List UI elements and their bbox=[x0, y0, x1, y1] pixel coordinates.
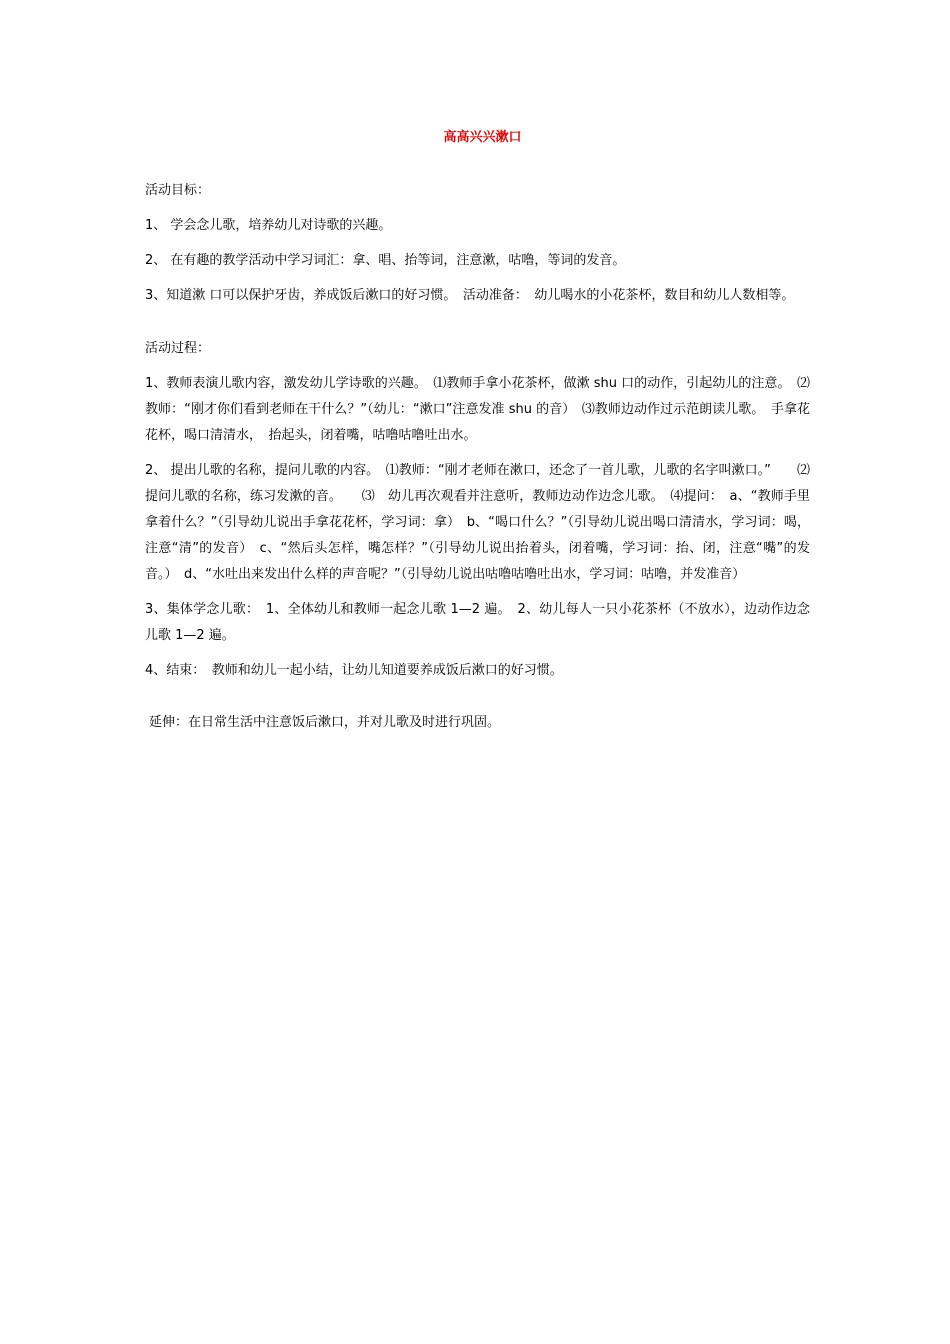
section-heading-process: 活动过程： bbox=[145, 341, 211, 356]
process-step-2: 2、 提出儿歌的名称，提问儿歌的内容。 ⑴教师：“刚才老师在漱口，还念了一首儿歌，儿歌的名字叫漱口。” ⑵ 提问儿歌的名称，练习发漱的音。 ⑶ 幼儿再次观看并注意听，教师边动作边念儿歌。 ⑷提问： a、“教师手里拿着什么？”（引导幼儿说出手拿花花杯，学习词：拿） b、“喝口什么？”（引导幼儿说出喝口清清水，学习词：喝，注意“清”的发音） c、“然后头怎样，嘴怎样？”（引导幼儿说出抬着头，闭着嘴，学习词：抬、闭，注意“嘴”的发音。） d、“水吐出来发出什么样的声音呢？”（引导幼儿说出咕噜咕噜吐出水，学习词：咕噜，并发准音） bbox=[145, 463, 810, 582]
process-step-4: 4、结束： 教师和幼儿一起小结，让幼儿知道要养成饭后漱口的好习惯。 bbox=[145, 663, 563, 678]
goal-item-1: 1、 学会念儿歌，培养幼儿对诗歌的兴趣。 bbox=[145, 218, 392, 233]
section-heading-goals: 活动目标： bbox=[145, 183, 211, 198]
goal-item-2: 2、 在有趣的教学活动中学习词汇：拿、唱、抬等词，注意漱，咕噜，等词的发音。 bbox=[145, 253, 626, 268]
document-body bbox=[145, 178, 810, 736]
process-step-3: 3、集体学念儿歌： 1、全体幼儿和教师一起念儿歌 1—2 遍。 2、幼儿每人一只小花茶杯（不放水），边动作边念儿歌 1—2 遍。 bbox=[145, 602, 810, 643]
extension-paragraph: 延伸：在日常生活中注意饭后漱口，并对儿歌及时进行巩固。 bbox=[149, 715, 501, 730]
process-step-1: 1、教师表演儿歌内容，激发幼儿学诗歌的兴趣。 ⑴教师手拿小花茶杯，做漱 shu 口的动作，引起幼儿的注意。 ⑵教师：“刚才你们看到老师在干什么？”（幼儿：“漱口”注意发准 shu 的音） ⑶教师边动作过示范朗读儿歌。 手拿花花杯，喝口清清水， 抬起头，闭着嘴，咕噜咕噜吐出水。 bbox=[145, 376, 810, 443]
document-title: 高高兴兴漱口 bbox=[443, 130, 522, 145]
goal-item-3: 3、知道漱 口可以保护牙齿，养成饭后漱口的好习惯。 活动准备： 幼儿喝水的小花茶杯，数目和幼儿人数相等。 bbox=[145, 288, 795, 303]
